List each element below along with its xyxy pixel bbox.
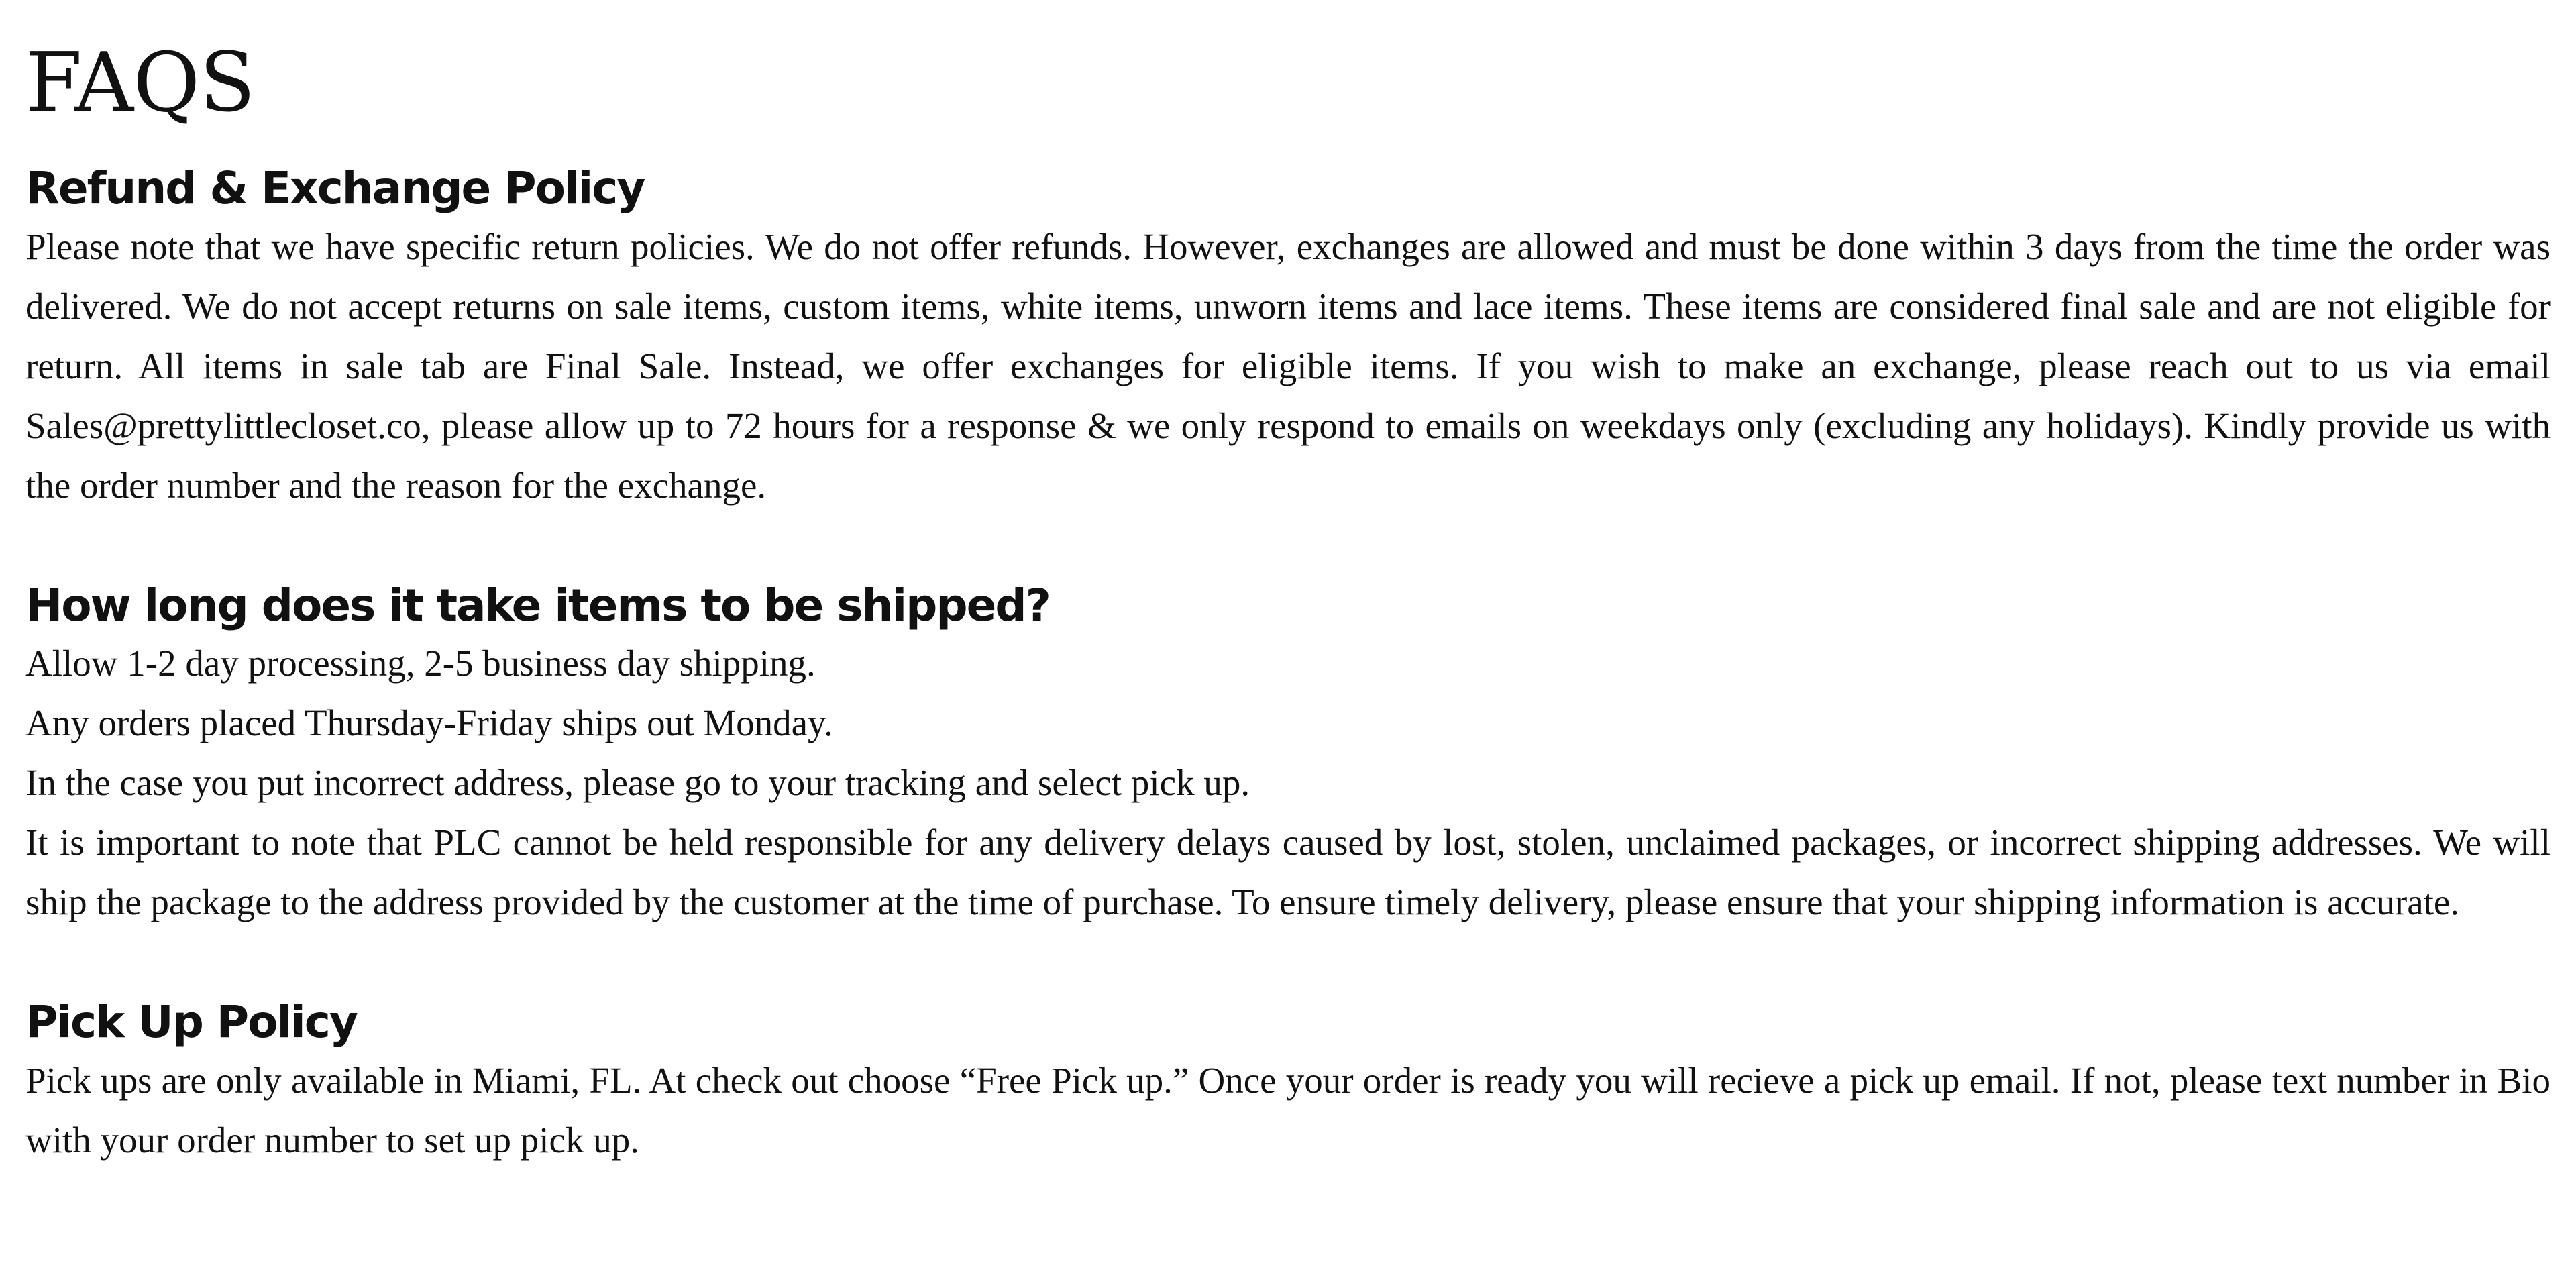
ship-day-line: Any orders placed Thursday-Friday ships out Monday. xyxy=(25,702,833,743)
page-title: FAQS xyxy=(25,35,255,130)
section-heading: Refund & Exchange Policy xyxy=(25,162,645,214)
incorrect-address-line: In the case you put incorrect address, please go to your tracking and select pick up. xyxy=(25,762,1250,803)
section-heading: How long does it take items to be shipped? xyxy=(25,579,1050,631)
delivery-responsibility-paragraph: It is important to note that PLC cannot be held responsible for any delivery delays caused by lost, stolen, unclaimed packages, or incorrect shipping addresses. We will ship the package to the address provided by the customer at the time of purchase. To ensure timely delivery, please ensure that your shipping information is accurate. xyxy=(25,822,2551,922)
shipping-section xyxy=(25,578,2551,932)
pickup-section xyxy=(25,995,2551,1170)
processing-time-line: Allow 1-2 day processing, 2-5 business day shipping. xyxy=(25,643,816,684)
refund-exchange-section xyxy=(25,161,2551,515)
pickup-policy-paragraph: Pick ups are only available in Miami, FL. At check out choose “Free Pick up.” Once your order is ready you will recieve a pick up email. If not, please text number in Bio with your order number to set up pick up. xyxy=(25,1059,2551,1161)
refund-policy-paragraph: Please note that we have specific return policies. We do not offer refunds. However, exchanges are allowed and must be done within 3 days from the time the order was delivered. We do not accept returns on sale items, custom items, white items, unworn items and lace items. These items are considered final sale and are not eligible for return. All items in sale tab are Final Sale. Instead, we offer exchanges for eligible items. If you wish to make an exchange, please reach out to us via email Sales@prettylittlecloset.co, please allow up to 72 hours for a response & we only respond to emails on weekdays only (excluding any holidays). Kindly provide us with the order number and the reason for the exchange. xyxy=(25,225,2551,506)
section-heading: Pick Up Policy xyxy=(25,996,357,1048)
